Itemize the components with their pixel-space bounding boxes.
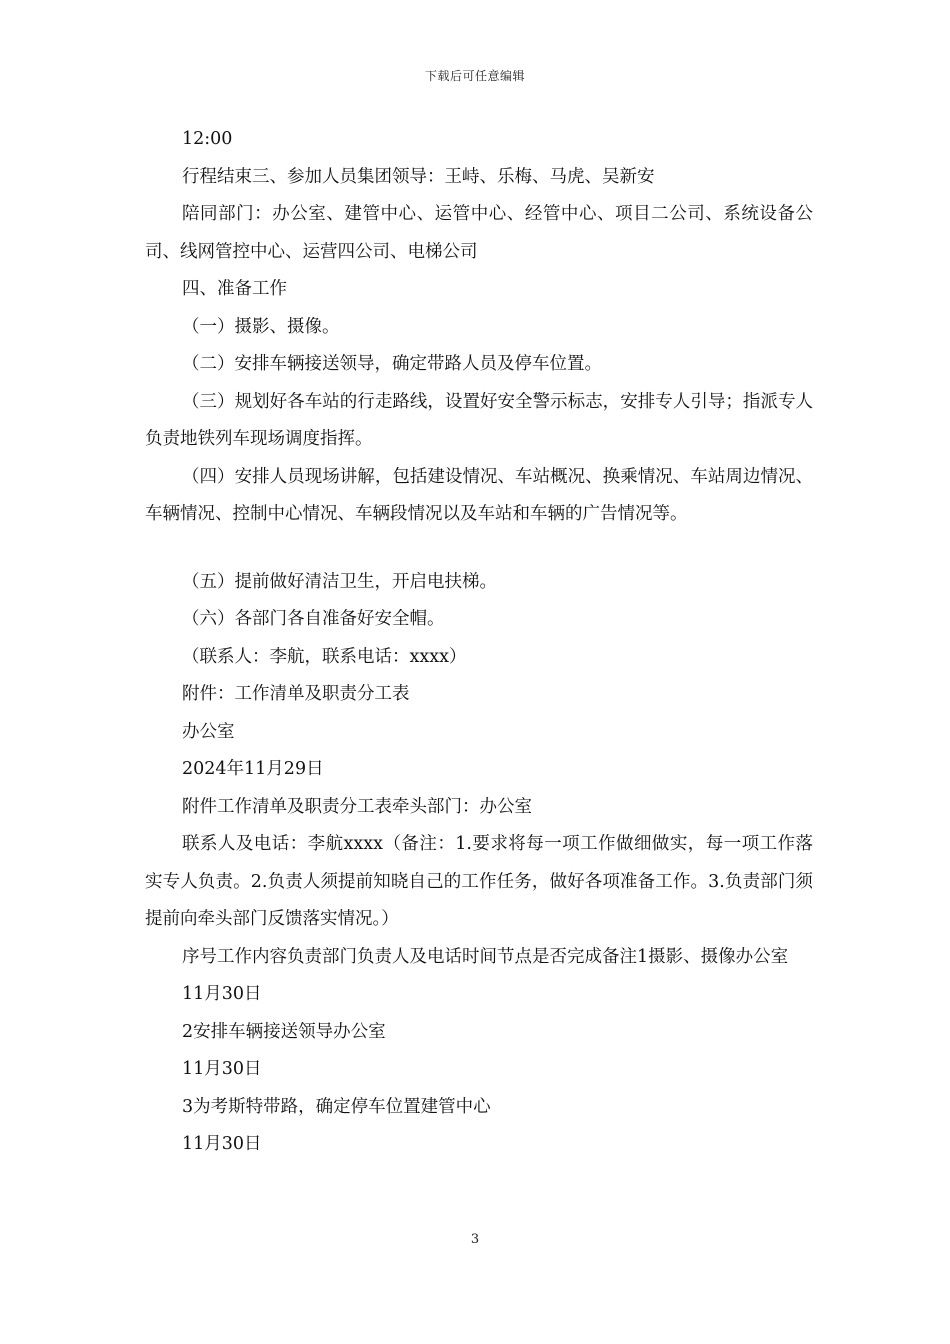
paragraph-accompanying-departments: 陪同部门：办公室、建管中心、运管中心、经管中心、项目二公司、系统设备公司、线网管控中心、运营四公司、电梯公司 (145, 204, 813, 262)
paragraph-date-3: 11月30日 (182, 1134, 262, 1154)
paragraph-table-header: 序号工作内容负责部门负责人及电话时间节点是否完成备注1摄影、摄像办公室 (182, 946, 789, 967)
paragraph-table-row-2: 2安排车辆接送领导办公室 (182, 1021, 386, 1042)
page-number: 3 (470, 1232, 480, 1247)
paragraph-item-2: （二）安排车辆接送领导，确定带路人员及停车位置。 (182, 354, 602, 374)
paragraph-table-row-3: 3为考斯特带路，确定停车位置建管中心 (182, 1096, 491, 1117)
paragraph-date-2: 11月30日 (182, 1059, 262, 1079)
paragraph-participants: 行程结束三、参加人员集团领导：王峙、乐梅、马虎、吴新安 (182, 166, 655, 187)
header-note: 下载后可任意编辑 (424, 69, 525, 83)
document-body (145, 121, 813, 1164)
paragraph-time: 12:00 (182, 129, 233, 149)
paragraph-date: 2024年11月29日 (182, 759, 324, 779)
section-heading-preparation: 四、准备工作 (182, 279, 287, 299)
paragraph-contact-notes: 联系人及电话：李航xxxx（备注：1.要求将每一项工作做细做实，每一项工作落实专人负责。2.负责人须提前知晓自己的工作任务，做好各项准备工作。3.负责部门须提前向牵头部门反馈落实情况。） (145, 834, 813, 929)
paragraph-signature-office: 办公室 (182, 721, 235, 742)
paragraph-attachment-title: 附件工作清单及职责分工表牵头部门：办公室 (182, 796, 532, 817)
paragraph-contact: （联系人：李航，联系电话：xxxx） (182, 646, 467, 667)
paragraph-item-5: （五）提前做好清洁卫生，开启电扶梯。 (182, 571, 497, 592)
paragraph-item-4: （四）安排人员现场讲解，包括建设情况、车站概况、换乘情况、车站周边情况、车辆情况、控制中心情况、车辆段情况以及车站和车辆的广告情况等。 (145, 466, 813, 524)
paragraph-item-3: （三）规划好各车站的行走路线，设置好安全警示标志，安排专人引导；指派专人负责地铁列车现场调度指挥。 (145, 391, 813, 449)
paragraph-item-1: （一）摄影、摄像。 (182, 316, 340, 337)
paragraph-attachment: 附件：工作清单及职责分工表 (182, 684, 410, 704)
paragraph-item-6: （六）各部门各自准备好安全帽。 (182, 609, 445, 629)
paragraph-date-1: 11月30日 (182, 984, 262, 1004)
